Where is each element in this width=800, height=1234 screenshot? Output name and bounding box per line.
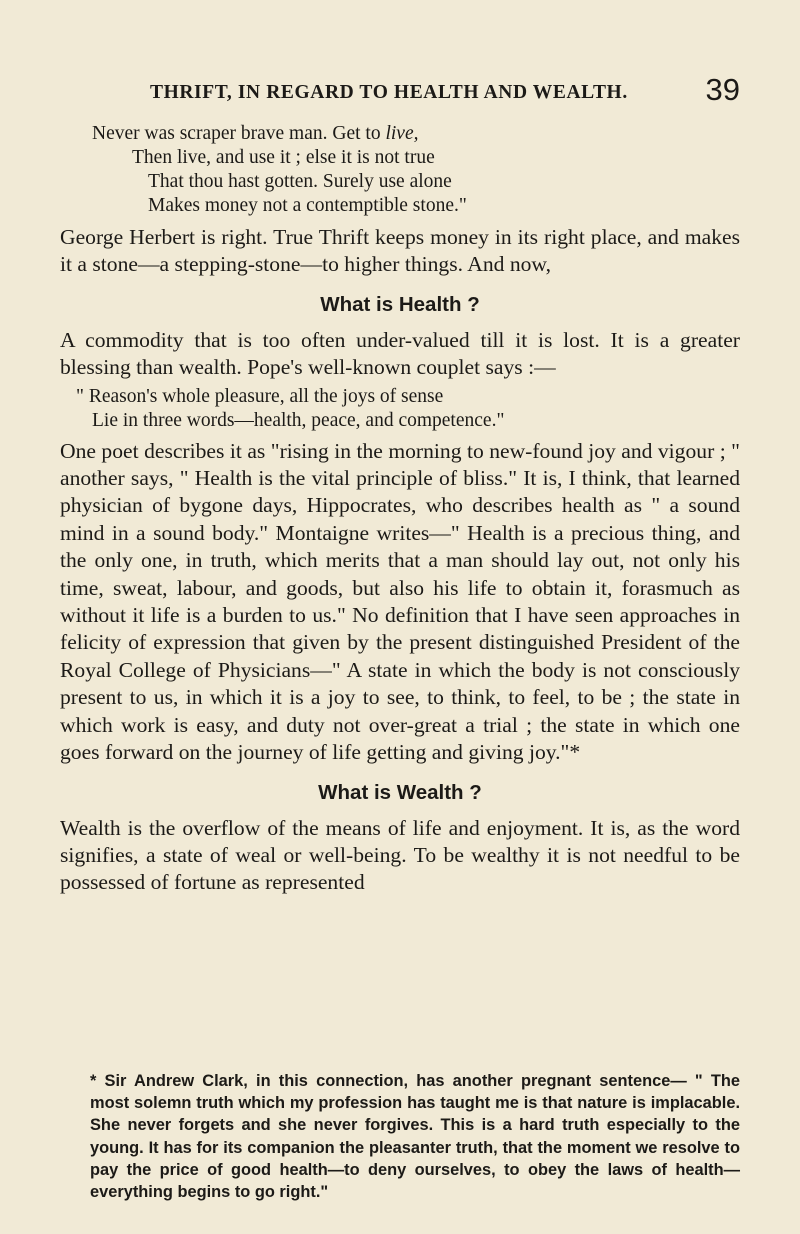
verse-line: Lie in three words—health, peace, and competence." — [92, 410, 505, 432]
paragraph-health-intro: A commodity that is too often under-valued till it is lost. It is a greater blessing than wealth. Pope's well-known couplet says :— — [60, 327, 740, 380]
pope-couplet — [60, 385, 740, 434]
verse-line — [92, 122, 740, 146]
verse-emphasis: live, — [385, 123, 419, 144]
paragraph-health-definitions: One poet describes it as "rising in the morning to new-found joy and vigour ; " another says, " Health is the vital principle of bliss." It is, I think, that learned physician of bygone days, Hippocrates, who describes health as " a sound mind in a sound body." Montaigne writes—" Health is a precious thing, and the only one, in truth, which merits that a man should lay out, not only his time, sweat, labour, and goods, but also his life to obtain it, forasmuch as without it life is a burden to us." No definition that I have seen approaches in felicity of expression that given by the present distinguished President of the Royal College of Physicians—" A state in which the body is not consciously present to us, in which it is a joy to see, to think, to feel, to be ; the state in which work is easy, and duty not over-great a trial ; the state in which one goes forward on the journey of life getting and giving joy."* — [60, 438, 740, 765]
verse-line: Makes money not a contemptible stone." — [148, 195, 467, 216]
heading-wealth: What is Wealth ? — [318, 780, 482, 804]
footnote-text: * Sir Andrew Clark, in this connection, has another pregnant sentence— " The most solemn truth which my profession has taught me is that nature is implacable. She never forgets and she never forgives. This is a hard truth especially to the young. It has for its companion the pleasanter truth, that the moment we resolve to pay the price of good health—to deny ourselves, to obey the laws of health—everything begins to go right." — [90, 1072, 740, 1202]
verse-line: That thou hast gotten. Surely use alone — [148, 171, 452, 192]
paragraph-wealth: Wealth is the overflow of the means of life and enjoyment. It is, as the word signifies, a state of weal or well-being. To be wealthy it is not needful to be possessed of fortune as represented — [60, 815, 740, 895]
page-number: 39 — [705, 72, 740, 107]
paragraph-herbert: George Herbert is right. True Thrift keeps money in its right place, and makes it a stone—a stepping-stone—to higher things. And now, — [60, 225, 740, 277]
running-head — [60, 70, 740, 110]
heading-health: What is Health ? — [320, 292, 480, 316]
verse-line-text: Never was scraper brave man. Get to — [92, 123, 381, 144]
main-text — [60, 122, 740, 897]
verse-line: " Reason's whole pleasure, all the joys of sense — [76, 385, 444, 407]
running-title: THRIFT, IN REGARD TO HEALTH AND WEALTH. — [150, 82, 628, 103]
footnote — [60, 1070, 740, 1203]
verse-line: Then live, and use it ; else it is not true — [132, 147, 435, 168]
herbert-verse — [92, 122, 740, 218]
